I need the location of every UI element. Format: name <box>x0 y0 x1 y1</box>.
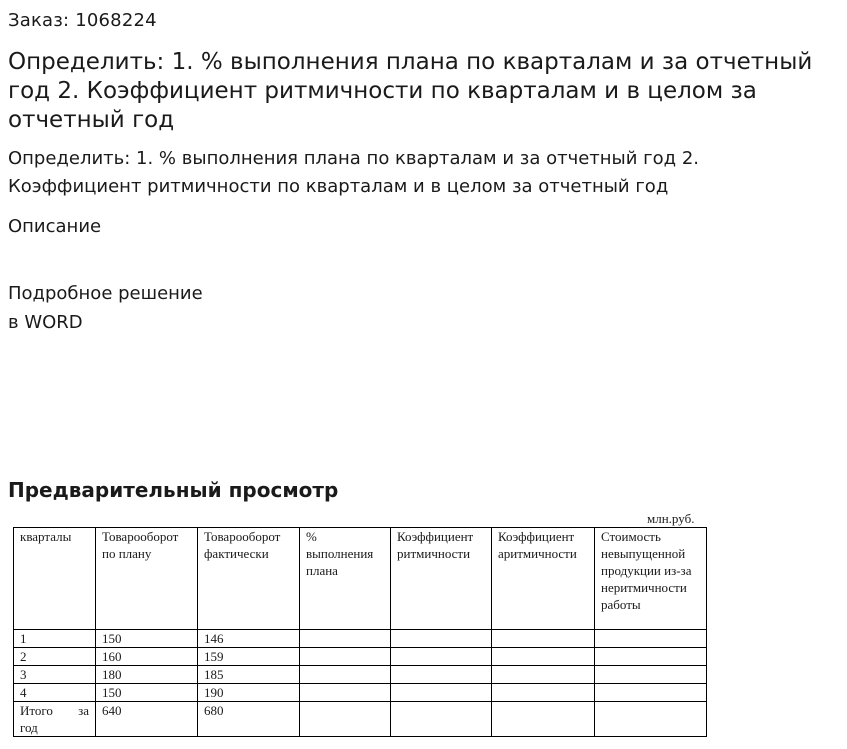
page-title: Определить: 1. % выполнения плана по кварталам и за отчетный год 2. Коэффициент ритмичности по кварталам и в целом за отчетный год <box>8 49 813 133</box>
table-row <box>14 666 707 684</box>
cell-actual: 159 <box>198 648 300 666</box>
cell-total-actual: 680 <box>198 702 300 737</box>
total-label-line1: Итого за <box>20 703 89 718</box>
table-row <box>14 630 707 648</box>
cell-total-lost-output <box>595 702 707 737</box>
cell-plan: 180 <box>96 666 198 684</box>
cell-total-label <box>14 702 96 737</box>
cell-quarter: 2 <box>14 648 96 666</box>
cell-lost-output <box>595 648 707 666</box>
cell-rhythm-coef <box>391 648 492 666</box>
col-header-plan-percent: % выполнения плана <box>300 528 391 630</box>
task-description <box>8 145 838 201</box>
cell-plan: 160 <box>96 648 198 666</box>
cell-total-plan: 640 <box>96 702 198 737</box>
cell-quarter: 3 <box>14 666 96 684</box>
cell-lost-output <box>595 666 707 684</box>
solution-note <box>8 279 203 337</box>
cell-rhythm-coef <box>391 630 492 648</box>
table-row <box>14 684 707 702</box>
cell-rhythm-coef <box>391 666 492 684</box>
preview-title: Предварительный просмотр <box>8 478 339 502</box>
cell-total-plan-percent <box>300 702 391 737</box>
table-row <box>14 648 707 666</box>
order-number: Заказ: 1068224 <box>8 10 157 31</box>
cell-quarter: 1 <box>14 630 96 648</box>
cell-quarter: 4 <box>14 684 96 702</box>
total-label-line2: год <box>20 720 38 735</box>
col-header-plan: Товарооборот по плану <box>96 528 198 630</box>
cell-actual: 146 <box>198 630 300 648</box>
cell-total-rhythm-coef <box>391 702 492 737</box>
cell-plan: 150 <box>96 684 198 702</box>
cell-plan-percent <box>300 666 391 684</box>
cell-lost-output <box>595 684 707 702</box>
cell-arrhythmia-coef <box>492 666 595 684</box>
cell-plan-percent <box>300 684 391 702</box>
task-description-line1: Определить: 1. % выполнения плана по кварталам и за отчетный год 2. <box>8 148 699 169</box>
cell-actual: 185 <box>198 666 300 684</box>
table-unit: млн.руб. <box>647 511 695 526</box>
data-table <box>13 527 707 737</box>
cell-actual: 190 <box>198 684 300 702</box>
solution-line1: Подробное решение <box>8 283 203 304</box>
cell-lost-output <box>595 630 707 648</box>
cell-arrhythmia-coef <box>492 630 595 648</box>
col-header-actual: Товарооборот фактически <box>198 528 300 630</box>
table-header-row <box>14 528 707 630</box>
col-header-lost-output: Стоимость невыпущенной продукции из-за неритмичности работы <box>595 528 707 630</box>
task-description-line2: Коэффициент ритмичности по кварталам и в целом за отчетный год <box>8 176 669 197</box>
description-label: Описание <box>8 216 102 237</box>
cell-plan: 150 <box>96 630 198 648</box>
col-header-rhythm-coef: Коэффициент ритмичности <box>391 528 492 630</box>
solution-line2: в WORD <box>8 312 83 333</box>
cell-rhythm-coef <box>391 684 492 702</box>
table-total-row <box>14 702 707 737</box>
cell-arrhythmia-coef <box>492 684 595 702</box>
cell-arrhythmia-coef <box>492 648 595 666</box>
cell-plan-percent <box>300 630 391 648</box>
cell-plan-percent <box>300 648 391 666</box>
cell-total-arrhythmia-coef <box>492 702 595 737</box>
col-header-arrhythmia-coef: Коэффициент аритмичности <box>492 528 595 630</box>
col-header-quarters: кварталы <box>14 528 96 630</box>
